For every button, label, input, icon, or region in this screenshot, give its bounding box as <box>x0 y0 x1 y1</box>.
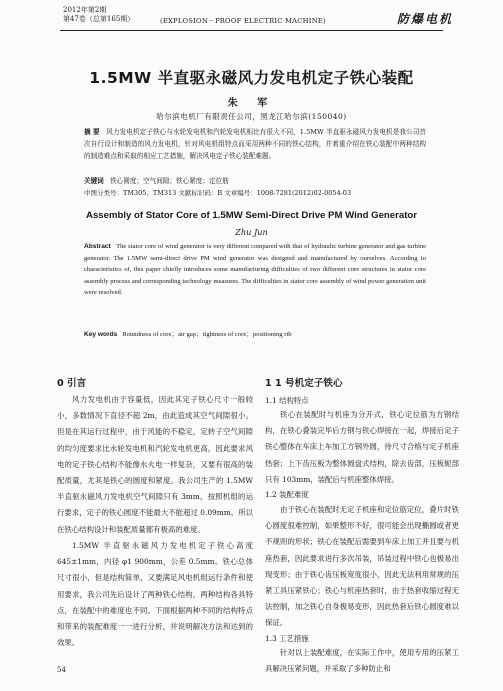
volume-line: 第47卷（总第165期） <box>63 15 135 23</box>
abstract-text-cn: 风力发电机定子铁心与水轮发电机和汽轮发电机相比有很大不同，1.5MW 半直驱永磁风力发电机是我公司首次自行设计和制造的风力发电机，针对风电机组特点而采用两种不同的铁心结构，并着重介绍在铁心装配中两种结构的制造难点和采取的相应工艺措施，解决风电定子铁心装配难题。 <box>84 128 427 161</box>
abstract-text-en: The stator core of wind generator is very different compared with that of hydraulic turbine generator and gas turbine generator. The 1.5MW semi-direct drive PM wind generator was designed and manufactured by ourselves. According to characteristics of, this paper chiefly introduces some manufacturing difficulties of two different core structures in stator core assembly process and corresponding technology measures. The difficulties in stator core assembly of wind power generation unit were resolved. <box>84 243 426 297</box>
structure-paragraph: 铁心在装配时与机座为分开式，铁心定位筋为方钢结构，在铁心叠装完毕后方钢与铁心焊接在一起，焊接后定子铁心整体在车床上车加工方钢外圆，待尺寸合格与定子机座热套；上下齿压板为整体圆盘式结构，除去齿部，压板轭部只有 103mm，装配后与机座整体焊接。 <box>265 410 459 484</box>
intro-paragraph-2: 1.5MW 半直驱永磁风力发电机定子铁心高度 645±1mm，内径 φ1 900mm，公差 0.5mm。铁心总体尺寸很小，但是结构简单，又要满足风电机组运行条件和使用要求，我公司先后设计了两种铁心结构，两种结构各具特点，在装配中的难度也不同。下面根据两种不同的结构特点和带来的装配难度一一进行分析，并说明解决方法和达到的效果。 <box>57 541 253 648</box>
intro-paragraph-1: 风力发电机由于容量低，因此其定子铁心尺寸一般较小，多数情况下直径不超 2m，由此造成其空气间隙很小。但是在其运行过程中，由于风能的不稳定，定转子空气间隙的均匀度要求比水轮发电机和汽轮发电机更高，因此要求风电的定子铁心结构不能像水火电一样复杂，又要有很高的装配质量，尤其是铁心的圆度和紧度。我公司生产的 1.5MW 半直驱永磁风力发电机空气间隙只有 3mm，按照机组的运行要求，定子的铁心圆度不能最大不能超过 0.09mm。所以在铁心结构设计和装配质量都有极高的难度。 <box>57 395 253 534</box>
subsection-1-2-title: 1.2 装配难度 <box>265 490 309 499</box>
keywords-label-en: Key words <box>84 331 118 338</box>
abstract-label-en: Abstract <box>84 243 111 250</box>
keywords-text-en: Roundness of core；air gap；tightness of core；positioning rib <box>122 331 292 338</box>
section-0-title: 0 引言 <box>57 378 87 389</box>
article-title-cn: 1.5MW 半直驱永磁风力发电机定子铁心装配 <box>89 69 414 87</box>
section-1-title: 1 1 号机定子铁心 <box>265 378 343 389</box>
abstract-cn <box>84 126 426 163</box>
keywords-text-cn: 铁心圆度；空气间隙；铁心紧度；定位筋 <box>110 177 229 185</box>
section-1-heading <box>265 371 459 390</box>
keywords-label-cn: 关键词 <box>84 177 104 185</box>
journal-name-en: (EXPLOSION－PROOF ELECTRIC MACHINE) <box>160 17 326 25</box>
affiliation-cn: 哈尔滨电机厂有限责任公司，黑龙江哈尔滨(150040) <box>156 112 347 121</box>
measures-paragraph: 针对以上装配难度，在实际工作中，使用专用的压紧工具解决压紧问题，并采取了多种防止和 <box>265 648 459 674</box>
header-divider <box>60 30 443 31</box>
section-0-heading <box>57 371 253 390</box>
issue-line: 2012年第2期 <box>63 6 107 14</box>
journal-issue-info <box>63 6 134 24</box>
subsection-1-1-title: 1.1 结构特点 <box>265 396 309 405</box>
author-en: Zhu Jun <box>235 227 268 237</box>
author-cn: 朱 军 <box>227 98 276 109</box>
journal-logo: 防爆电机 <box>397 12 454 26</box>
keywords-en <box>84 328 426 338</box>
article-title-en: Assembly of Stator Core of 1.5MW Semi-Direct Drive PM Wind Generator <box>86 210 417 221</box>
abstract-label-cn: 摘 要 <box>84 128 100 136</box>
abstract-en <box>84 241 426 299</box>
classification-info: 中图分类号：TM305；TM313 文献标识码：B 文章编号：1008-7281(2012)02-0054-03 <box>84 189 352 197</box>
page-number: 54 <box>57 666 66 674</box>
subsection-1-3-title: 1.3 工艺措施 <box>265 634 309 643</box>
difficulty-paragraph: 由于铁心在装配时无定子机座和定位筋定位，叠片时铁心圆度很难控制，如果整形不好，很可能会出现椭圆或者更不规则的形状；铁心在装配后需要到车床上加工并且要与机座热套，因此要求进行多次吊装，吊装过程中铁心也极易出现变形；由于铁心齿压板宽度很小，因此无法利用常规的压紧工具压紧铁心；铁心与机座热套时，由于热套收缩过程无法控制，加之铁心自身极易变形，因此热套后铁心圆度难以保证。 <box>265 505 459 628</box>
keywords-cn <box>84 175 426 185</box>
